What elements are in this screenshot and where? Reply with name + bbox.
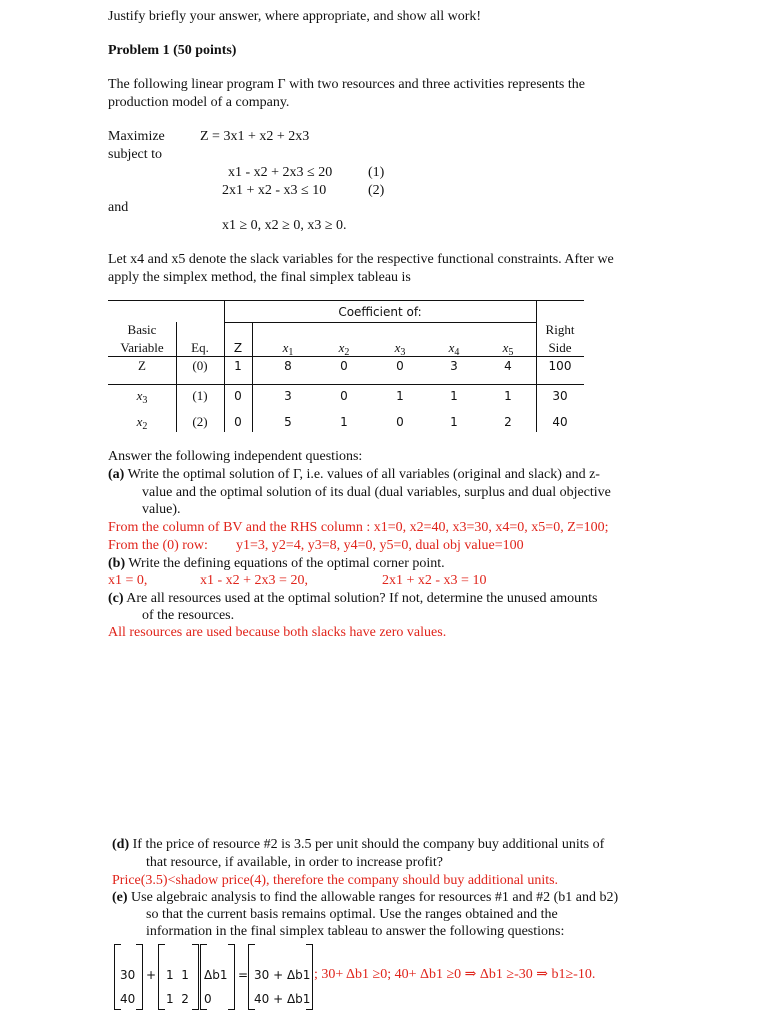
question-e-line-1: (e) Use algebraic analysis to find the allowable ranges for resources #1 and #2 (b1 and b2) — [112, 890, 619, 905]
delta-vector-bottom: 0 — [204, 992, 212, 1006]
questions-intro: Answer the following independent questions: — [108, 449, 363, 464]
row-1-x4: 1 — [450, 389, 458, 403]
x5-header: $x_5$ — [502, 340, 514, 358]
row-0-eq: (0) — [192, 358, 208, 373]
row-0-x4: 3 — [450, 359, 458, 373]
x2-header: $x_2$ — [338, 340, 350, 358]
x3-header: $x_3$ — [394, 340, 406, 358]
question-e-line-2: so that the current basis remains optimal. Use the ranges obtained and the — [146, 907, 558, 922]
row-1-z: 0 — [234, 389, 242, 403]
row-2-x1: 5 — [284, 415, 292, 429]
row-1-x2: 0 — [340, 389, 348, 403]
slack-line-1: Let x4 and x5 denote the slack variables for the respective functional constraints. After we — [108, 252, 614, 267]
problem-title: Problem 1 (50 points) — [108, 43, 237, 58]
question-a-line-1: (a) Write the optimal solution of Γ, i.e. values of all variables (original and slack) and z- — [108, 467, 600, 482]
row-0-basic: Z — [138, 358, 146, 373]
row-1-basic: $x_3$ — [136, 388, 148, 406]
and-label: and — [108, 200, 129, 215]
row-1-x1: 3 — [284, 389, 292, 403]
question-a-line-3: value). — [142, 502, 181, 517]
rhs-header-1: Right — [545, 322, 575, 337]
answer-e-range: ; 30+ Δb1 ≥0; 40+ Δb1 ≥0 ⇒ Δb1 ≥-30 ⇒ b1≥-10. — [314, 967, 596, 982]
matrix-row-2: 1 2 — [166, 992, 189, 1006]
question-e-line-3: information in the final simplex tableau to answer the following questions: — [146, 924, 565, 939]
intro-text: Justify briefly your answer, where appropriate, and show all work! — [108, 9, 482, 24]
answer-b-3: 2x1 + x2 - x3 = 10 — [382, 573, 487, 588]
answer-b-2: x1 - x2 + 2x3 = 20, — [200, 573, 308, 588]
delta-vector-top: Δb1 — [204, 968, 228, 982]
x4-header: $x_4$ — [448, 340, 460, 358]
description-line-1: The following linear program Γ with two resources and three activities represents the — [108, 77, 585, 92]
row-1-rhs: 30 — [552, 389, 568, 403]
row-2-basic: $x_2$ — [136, 414, 148, 432]
row-0-rhs: 100 — [548, 359, 572, 373]
row-1-x3: 1 — [396, 389, 404, 403]
answer-a-line-1: From the column of BV and the RHS column : x1=0, x2=40, x3=30, x4=0, x5=0, Z=100; — [108, 520, 609, 535]
answer-a-line-2: From the (0) row: y1=3, y2=4, y3=8, y4=0, y5=0, dual obj value=100 — [108, 538, 524, 553]
answer-c: All resources are used because both slacks have zero values. — [108, 625, 447, 640]
rhs-header-2: Side — [548, 340, 572, 355]
simplex-tableau — [108, 300, 584, 432]
question-d-line-1: (d) If the price of resource #2 is 3.5 per unit should the company buy additional units of — [112, 837, 605, 852]
row-2-rhs: 40 — [552, 415, 568, 429]
row-0-x5: 4 — [504, 359, 512, 373]
slack-line-2: apply the simplex method, the final simplex tableau is — [108, 270, 411, 285]
maximize-label: Maximize — [108, 129, 165, 144]
plus-sign: + — [146, 968, 157, 982]
row-2-x3: 0 — [396, 415, 404, 429]
question-c-line-2: of the resources. — [142, 608, 235, 623]
row-1-x5: 1 — [504, 389, 512, 403]
row-0-x1: 8 — [284, 359, 292, 373]
question-d-line-2: that resource, if available, in order to increase profit? — [146, 855, 443, 870]
constraint-2: 2x1 + x2 - x3 ≤ 10 — [222, 183, 327, 198]
result-vector-bottom: 40 + Δb1 — [254, 992, 311, 1006]
row-2-x2: 1 — [340, 415, 348, 429]
question-a-line-2: value and the optimal solution of its dual (dual variables, surplus and dual objective — [142, 485, 611, 500]
question-c-line-1: (c) Are all resources used at the optimal solution? If not, determine the unused amounts — [108, 591, 598, 606]
eq-header: Eq. — [191, 340, 209, 355]
z-header: Z — [233, 341, 243, 355]
matrix-row-1: 1 1 — [166, 968, 189, 982]
row-2-z: 0 — [234, 415, 242, 429]
result-vector-top: 30 + Δb1 — [254, 968, 311, 982]
objective-function: Z = 3x1 + x2 + 2x3 — [200, 129, 310, 144]
coefficient-header: Coefficient of: — [338, 305, 422, 319]
equals-sign: = — [238, 968, 249, 982]
answer-d: Price(3.5)<shadow price(4), therefore the company should buy additional units. — [112, 873, 559, 888]
row-2-eq: (2) — [192, 414, 208, 429]
row-2-x4: 1 — [450, 415, 458, 429]
vector-rhs-bottom: 40 — [120, 992, 136, 1006]
basic-header-2: Variable — [120, 340, 164, 355]
description-line-2: production model of a company. — [108, 95, 290, 110]
subject-to-label: subject to — [108, 147, 163, 162]
constraint-1-number: (1) — [368, 165, 385, 180]
row-0-x3: 0 — [396, 359, 404, 373]
x1-header: $x_1$ — [282, 340, 294, 358]
constraint-2-number: (2) — [368, 183, 385, 198]
row-0-z: 1 — [234, 359, 242, 373]
vector-rhs-top: 30 — [120, 968, 136, 982]
row-2-x5: 2 — [504, 415, 512, 429]
basic-header-1: Basic — [127, 322, 157, 337]
constraint-1: x1 - x2 + 2x3 ≤ 20 — [228, 165, 333, 180]
row-0-x2: 0 — [340, 359, 348, 373]
row-1-eq: (1) — [192, 388, 208, 403]
question-b: (b) Write the defining equations of the optimal corner point. — [108, 556, 445, 571]
nonnegativity-constraints: x1 ≥ 0, x2 ≥ 0, x3 ≥ 0. — [222, 218, 347, 233]
answer-b-1: x1 = 0, — [108, 573, 148, 588]
